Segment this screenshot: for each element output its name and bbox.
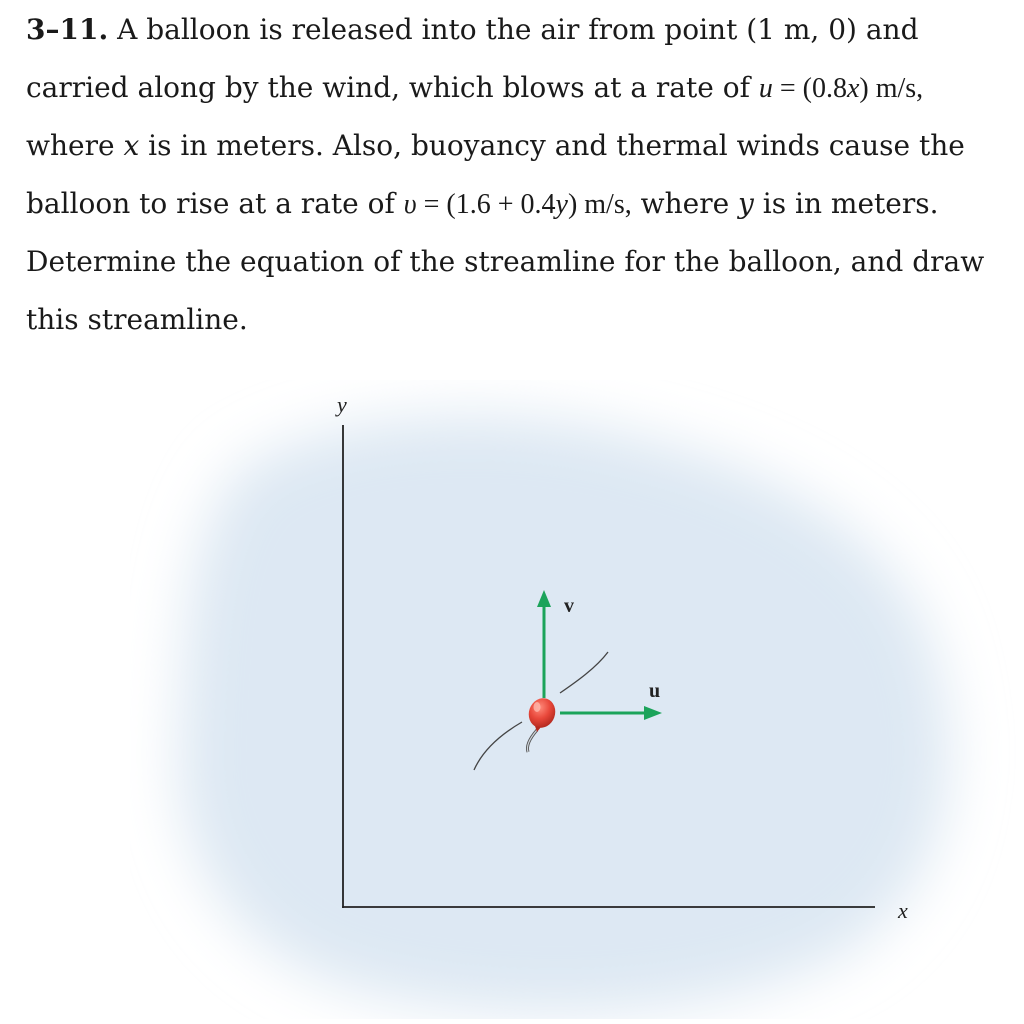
var-y-inline: y <box>738 187 754 220</box>
problem-line-2 <box>26 68 923 108</box>
cloud-background <box>179 416 949 1013</box>
problem-line-4-rest: is in meters. <box>753 187 939 220</box>
problem-line-3-text: is in meters. Also, buoyancy and thermal winds cause the <box>139 129 965 162</box>
figure-svg <box>130 380 1024 1019</box>
var-x: x <box>846 73 860 104</box>
streamline-figure <box>130 380 1024 1019</box>
var-u: u <box>758 73 773 104</box>
v-unit: ) m/s, <box>567 189 632 220</box>
problem-line-2-text: carried along by the wind, which blows at a rate of <box>26 71 759 104</box>
problem-line-3 <box>26 126 965 166</box>
problem-line-1-text: A balloon is released into the air from point (1 m, 0) and <box>108 13 919 46</box>
x-axis-label: x <box>898 898 908 923</box>
problem-line-4-where: where <box>631 187 739 220</box>
u-label: u <box>649 680 661 702</box>
u-unit: ) m/s, <box>859 73 924 104</box>
problem-line-6: this streamline. <box>26 303 248 336</box>
u-equation: = (0.8 <box>772 73 847 104</box>
problem-line-5: Determine the equation of the streamline for the balloon, and draw <box>26 245 985 278</box>
var-v: υ <box>403 189 417 220</box>
y-axis-label: y <box>337 392 347 417</box>
problem-line-4 <box>26 184 939 224</box>
v-equation: = (1.6 + 0.4 <box>416 189 556 220</box>
problem-number: 3–11. <box>26 13 109 46</box>
v-label: v <box>564 595 574 617</box>
problem-line-3-where: where <box>26 129 124 162</box>
problem-line-4-text: balloon to rise at a rate of <box>26 187 404 220</box>
var-x-inline: x <box>123 129 140 162</box>
problem-line-1 <box>26 10 919 50</box>
var-y: y <box>555 189 568 220</box>
